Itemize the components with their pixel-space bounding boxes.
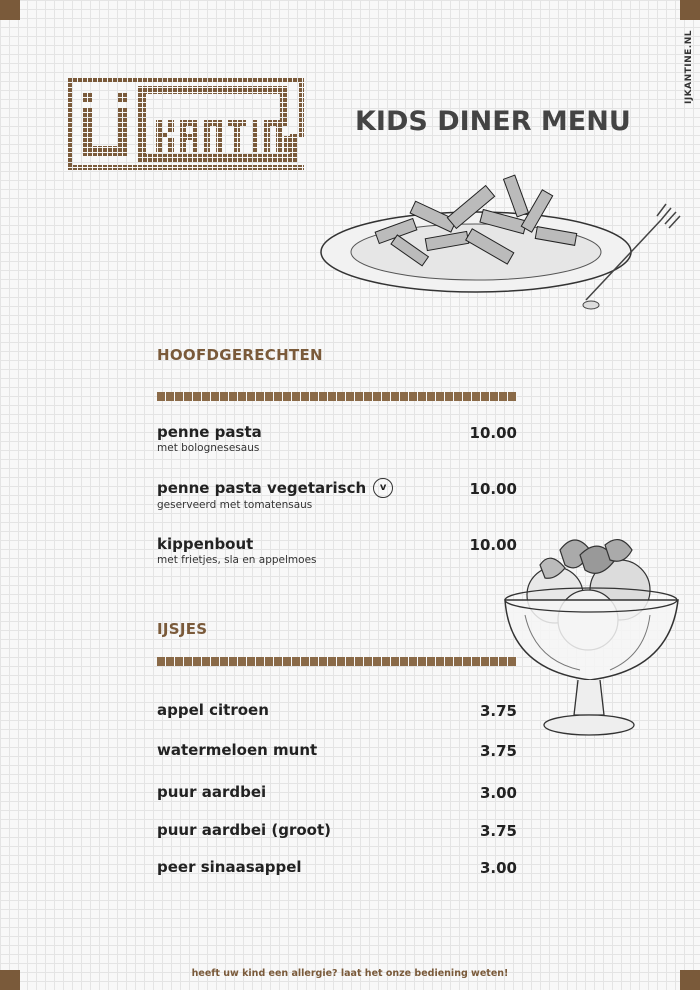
section-divider <box>157 657 517 666</box>
menu-item <box>157 857 517 876</box>
menu-item <box>157 820 517 839</box>
section-divider <box>157 392 517 401</box>
menu-item <box>157 422 517 454</box>
item-description: geserveerd met tomatensaus <box>157 499 313 511</box>
ijkantine-logo <box>68 78 304 170</box>
item-price: 3.00 <box>479 784 517 802</box>
menu-item <box>157 782 517 801</box>
item-name: penne pasta <box>157 423 262 441</box>
item-name: puur aardbei (groot) <box>157 821 331 839</box>
item-description: met bolognesesaus <box>157 442 260 454</box>
pasta-plate-illustration <box>316 170 686 325</box>
item-name: puur aardbei <box>157 783 267 801</box>
menu-title: KIDS DINER MENU <box>355 106 631 137</box>
item-name: watermeloen munt <box>157 741 318 759</box>
item-price: 3.75 <box>479 702 517 720</box>
menu-item <box>157 740 517 759</box>
vegetarian-icon: v <box>373 478 393 498</box>
allergy-note: heeft uw kind een allergie? laat het onze bediening weten! <box>191 968 509 979</box>
item-name: penne pasta vegetarisch <box>157 479 367 497</box>
item-price: 10.00 <box>469 536 517 554</box>
item-price: 10.00 <box>469 424 517 442</box>
corner-decoration <box>680 0 700 20</box>
website-url: IJKANTINE.NL <box>684 30 694 105</box>
menu-item <box>157 534 517 566</box>
section-title-hoofdgerechten: HOOFDGERECHTEN <box>157 346 323 364</box>
item-name: kippenbout <box>157 535 254 553</box>
ice-cream-bowl-illustration <box>500 520 680 750</box>
section-title-ijsjes: IJSJES <box>157 620 208 638</box>
menu-item <box>157 700 517 719</box>
item-price: 3.75 <box>479 742 517 760</box>
item-name: appel citroen <box>157 701 269 719</box>
item-price: 3.75 <box>479 822 517 840</box>
item-name: peer sinaasappel <box>157 858 302 876</box>
item-description: met frietjes, sla en appelmoes <box>157 554 317 566</box>
item-price: 10.00 <box>469 480 517 498</box>
menu-item <box>157 478 517 511</box>
item-name-row <box>157 478 393 498</box>
item-price: 3.00 <box>479 859 517 877</box>
corner-decoration <box>0 0 20 20</box>
